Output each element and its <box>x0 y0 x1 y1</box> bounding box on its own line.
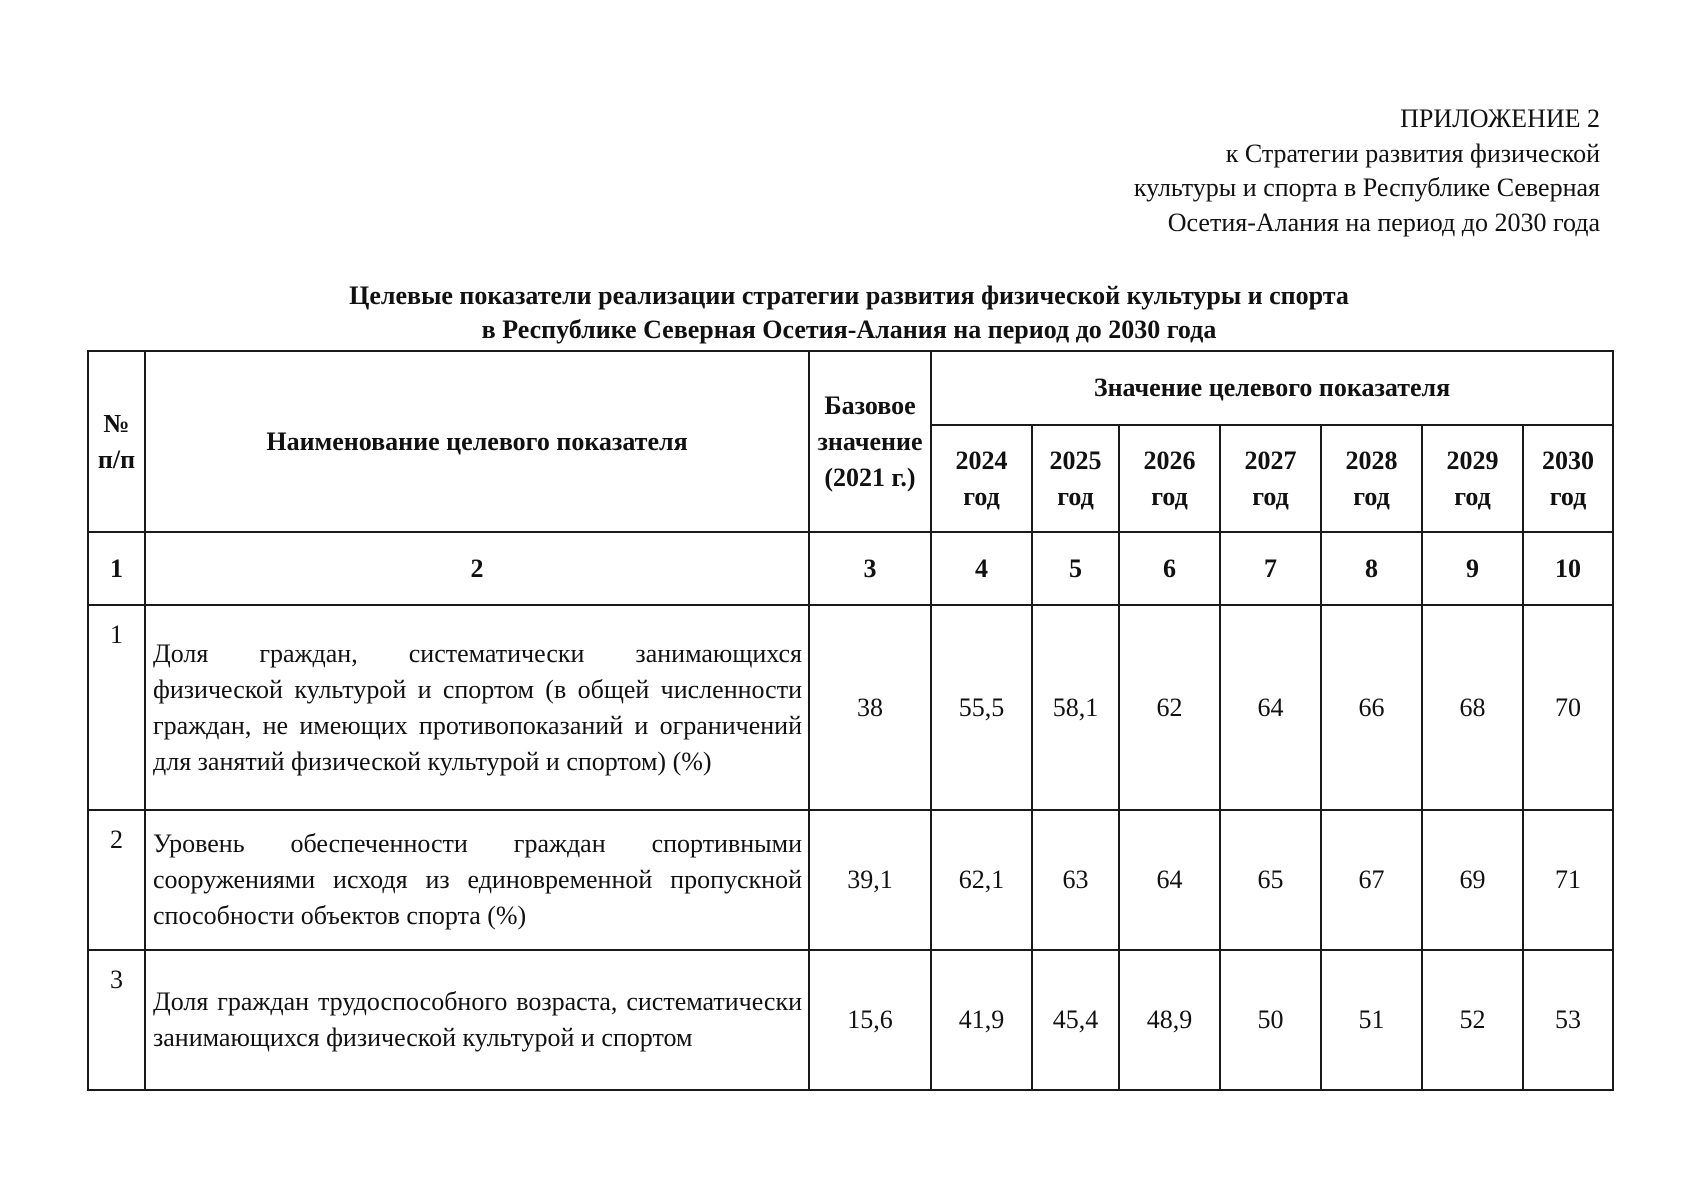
header-number-line1: № <box>103 408 130 438</box>
year-unit: год <box>1057 481 1094 511</box>
year-unit: год <box>1549 481 1587 511</box>
target-value: 67 <box>1321 810 1422 950</box>
column-number: 6 <box>1119 532 1220 605</box>
column-number: 10 <box>1523 532 1613 605</box>
target-value: 48,9 <box>1119 950 1220 1090</box>
target-value: 64 <box>1119 810 1220 950</box>
title-line-2: в Республике Северная Осетия-Алания на период до 2030 года <box>481 315 1217 344</box>
year-unit: год <box>963 481 1000 511</box>
header-year-2029 <box>1422 425 1523 532</box>
base-value: 38 <box>809 605 931 810</box>
header-number-line2: п/п <box>97 444 136 474</box>
target-value: 62 <box>1119 605 1220 810</box>
column-number: 4 <box>931 532 1032 605</box>
header-number <box>88 351 145 532</box>
target-value: 64 <box>1220 605 1321 810</box>
year-label: 2030 <box>1542 445 1595 475</box>
column-number: 3 <box>809 532 931 605</box>
appendix-line: культуры и спорта в Республике Северная <box>1133 173 1600 202</box>
column-number: 5 <box>1032 532 1119 605</box>
header-year-2024 <box>931 425 1032 532</box>
column-number: 2 <box>145 532 809 605</box>
year-unit: год <box>1151 481 1188 511</box>
target-value: 50 <box>1220 950 1321 1090</box>
year-unit: год <box>1454 481 1491 511</box>
table-row <box>88 950 1613 1090</box>
indicators-table <box>87 350 1614 1091</box>
header-base-line3: (2021 г.) <box>824 462 916 492</box>
target-value: 71 <box>1523 810 1613 950</box>
indicator-name: Доля граждан трудоспособного возраста, систематически занимающихся физической культурой и спортом <box>145 950 809 1090</box>
header-row-1 <box>88 351 1613 425</box>
target-value: 53 <box>1523 950 1613 1090</box>
target-value: 51 <box>1321 950 1422 1090</box>
target-value: 52 <box>1422 950 1523 1090</box>
year-label: 2024 <box>955 445 1008 475</box>
header-target-group: Значение целевого показателя <box>931 351 1613 425</box>
title-line-1: Целевые показатели реализации стратегии развития физической культуры и спорта <box>349 281 1349 310</box>
indicator-name: Доля граждан, систематически занимающихся физической культурой и спортом (в общей численности граждан, не имеющих противопоказаний и ограничений для занятий физической культурой и спортом) (%) <box>145 605 809 810</box>
appendix-line: ПРИЛОЖЕНИЕ 2 <box>1400 104 1600 133</box>
table-row <box>88 605 1613 810</box>
header-year-2030 <box>1523 425 1613 532</box>
appendix-line: Осетия-Алания на период до 2030 года <box>1167 207 1600 237</box>
header-year-2027 <box>1220 425 1321 532</box>
header-base-value <box>809 351 931 532</box>
base-value: 15,6 <box>809 950 931 1090</box>
target-value: 55,5 <box>931 605 1032 810</box>
row-index: 2 <box>88 810 145 950</box>
year-label: 2026 <box>1143 445 1196 475</box>
year-label: 2025 <box>1049 445 1102 475</box>
target-value: 41,9 <box>931 950 1032 1090</box>
header-year-2025 <box>1032 425 1119 532</box>
indicator-name: Уровень обеспеченности граждан спортивными сооружениями исходя из единовременной пропускной способности объектов спорта (%) <box>145 810 809 950</box>
column-number: 7 <box>1220 532 1321 605</box>
column-numbers-row <box>88 532 1613 605</box>
header-base-line1: Базовое <box>824 390 916 420</box>
target-value: 66 <box>1321 605 1422 810</box>
column-number: 8 <box>1321 532 1422 605</box>
target-value: 62,1 <box>931 810 1032 950</box>
year-label: 2029 <box>1446 445 1499 475</box>
target-value: 45,4 <box>1032 950 1119 1090</box>
column-number: 9 <box>1422 532 1523 605</box>
year-unit: год <box>1252 481 1289 511</box>
base-value: 39,1 <box>809 810 931 950</box>
year-unit: год <box>1353 481 1390 511</box>
table-row <box>88 810 1613 950</box>
header-year-2026 <box>1119 425 1220 532</box>
target-value: 65 <box>1220 810 1321 950</box>
column-number: 1 <box>88 532 145 605</box>
target-value: 68 <box>1422 605 1523 810</box>
appendix-block <box>1134 102 1600 240</box>
appendix-line: к Стратегии развития физической <box>1225 138 1600 168</box>
target-value: 69 <box>1422 810 1523 950</box>
row-index: 3 <box>88 950 145 1090</box>
header-base-line2: значение <box>817 426 923 456</box>
target-value: 63 <box>1032 810 1119 950</box>
header-indicator-name: Наименование целевого показателя <box>145 351 809 532</box>
year-label: 2027 <box>1244 445 1297 475</box>
document-title <box>87 279 1611 347</box>
target-value: 58,1 <box>1032 605 1119 810</box>
target-value: 70 <box>1523 605 1613 810</box>
header-year-2028 <box>1321 425 1422 532</box>
row-index: 1 <box>88 605 145 810</box>
year-label: 2028 <box>1345 445 1398 475</box>
